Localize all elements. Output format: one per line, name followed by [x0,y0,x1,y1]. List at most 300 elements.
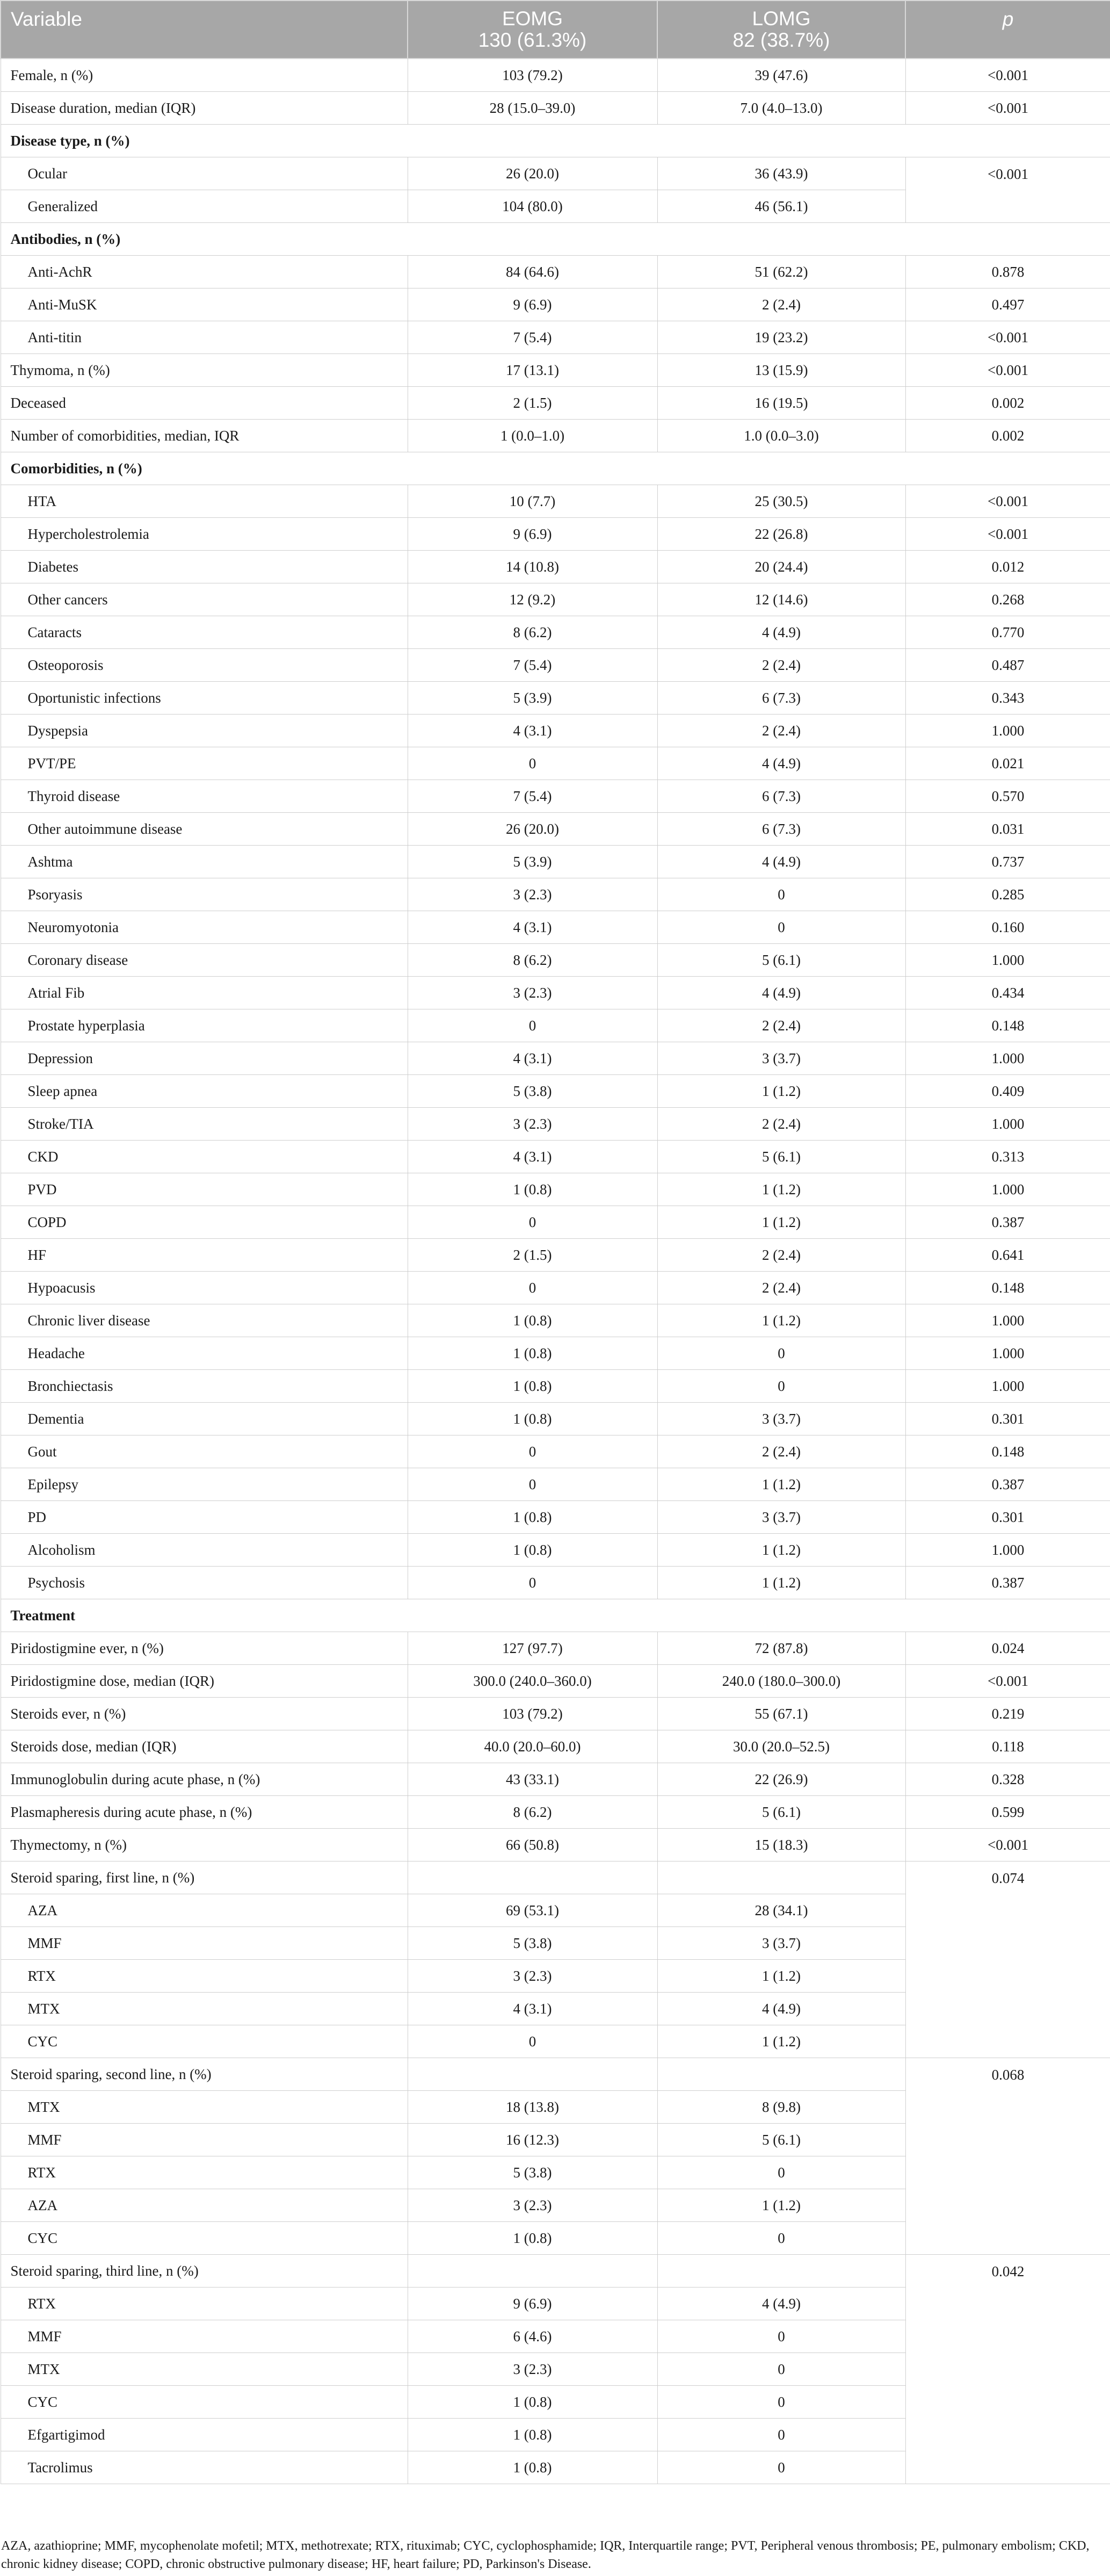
eomg-value: 1 (0.8) [408,1173,657,1206]
eomg-value: 43 (33.1) [408,1763,657,1795]
row-label: MMF [1,1926,408,1959]
lomg-value [657,1861,905,1894]
row-label: Anti-titin [1,321,408,353]
p-value: 0.343 [905,681,1110,714]
eomg-value: 4 (3.1) [408,911,657,943]
header-lomg [657,1,905,59]
lomg-value: 36 (43.9) [657,157,905,190]
lomg-value: 30.0 (20.0–52.5) [657,1730,905,1763]
lomg-value: 6 (7.3) [657,812,905,845]
row-label: CYC [1,2221,408,2254]
eomg-value: 69 (53.1) [408,1894,657,1926]
eomg-value: 84 (64.6) [408,255,657,288]
eomg-value: 1 (0.8) [408,1304,657,1337]
lomg-value: 46 (56.1) [657,190,905,222]
table-row [1,255,1110,288]
eomg-value: 12 (9.2) [408,583,657,616]
row-label: Steroids ever, n (%) [1,1697,408,1730]
eomg-value: 26 (20.0) [408,812,657,845]
eomg-value: 7 (5.4) [408,321,657,353]
p-value: 0.148 [905,1271,1110,1304]
lomg-value: 2 (2.4) [657,648,905,681]
row-label: Hypercholestrolemia [1,517,408,550]
lomg-value: 4 (4.9) [657,2287,905,2320]
eomg-value: 6 (4.6) [408,2320,657,2353]
row-label: Neuromyotonia [1,911,408,943]
eomg-value: 28 (15.0–39.0) [408,91,657,124]
lomg-value: 4 (4.9) [657,747,905,780]
lomg-value: 7.0 (4.0–13.0) [657,91,905,124]
lomg-value: 0 [657,878,905,911]
section-label: Antibodies, n (%) [1,222,1110,255]
eomg-value: 103 (79.2) [408,59,657,91]
row-label: PD [1,1500,408,1533]
lomg-value: 6 (7.3) [657,780,905,812]
header-p-value: p [905,1,1110,59]
table-row [1,1763,1110,1795]
row-label: Oportunistic infections [1,681,408,714]
p-value: 0.737 [905,845,1110,878]
eomg-value: 1 (0.8) [408,2221,657,2254]
lomg-value: 5 (6.1) [657,943,905,976]
table-row [1,1304,1110,1337]
table-row [1,1664,1110,1697]
table-row [1,1632,1110,1664]
section-label: Treatment [1,1599,1110,1632]
lomg-value: 39 (47.6) [657,59,905,91]
row-label: CYC [1,2025,408,2058]
table-row [1,1828,1110,1861]
table-row [1,419,1110,452]
p-value: 1.000 [905,1533,1110,1566]
table-row [1,681,1110,714]
row-label: Immunoglobulin during acute phase, n (%) [1,1763,408,1795]
lomg-value: 22 (26.8) [657,517,905,550]
p-value: 0.641 [905,1238,1110,1271]
p-value: 1.000 [905,1173,1110,1206]
table-row [1,1533,1110,1566]
p-value: 0.387 [905,1206,1110,1238]
lomg-value: 1 (1.2) [657,1959,905,1992]
p-value: 1.000 [905,943,1110,976]
table-row [1,386,1110,419]
row-label: Generalized [1,190,408,222]
table-row [1,812,1110,845]
p-value: 0.409 [905,1074,1110,1107]
table-row [1,1009,1110,1042]
eomg-value: 4 (3.1) [408,1992,657,2025]
row-label: Osteoporosis [1,648,408,681]
table-row [1,288,1110,321]
eomg-value: 300.0 (240.0–360.0) [408,1664,657,1697]
lomg-value: 4 (4.9) [657,976,905,1009]
row-label: Piridostigmine dose, median (IQR) [1,1664,408,1697]
eomg-value: 104 (80.0) [408,190,657,222]
row-label: Atrial Fib [1,976,408,1009]
p-value: 0.599 [905,1795,1110,1828]
p-value: 0.878 [905,255,1110,288]
table-row [1,1697,1110,1730]
row-label: RTX [1,1959,408,1992]
row-label: AZA [1,1894,408,1926]
p-value: 0.002 [905,386,1110,419]
eomg-value: 0 [408,2025,657,2058]
row-label: Anti-AchR [1,255,408,288]
eomg-value: 66 (50.8) [408,1828,657,1861]
row-label: Dementia [1,1402,408,1435]
lomg-value: 2 (2.4) [657,714,905,747]
lomg-value: 51 (62.2) [657,255,905,288]
row-label: Hypoacusis [1,1271,408,1304]
p-value: <0.001 [905,59,1110,91]
eomg-value [408,1861,657,1894]
p-value: <0.001 [905,91,1110,124]
lomg-value: 1 (1.2) [657,1304,905,1337]
row-label: RTX [1,2287,408,2320]
eomg-value: 14 (10.8) [408,550,657,583]
p-value: 0.301 [905,1500,1110,1533]
eomg-value: 3 (2.3) [408,1959,657,1992]
header-lomg-count: 82 (38.7%) [732,29,830,51]
section-row [1,1599,1110,1632]
lomg-value: 0 [657,2221,905,2254]
header-eomg-count: 130 (61.3%) [478,29,587,51]
row-label: Stroke/TIA [1,1107,408,1140]
p-value: 0.031 [905,812,1110,845]
eomg-value: 17 (13.1) [408,353,657,386]
eomg-value: 16 (12.3) [408,2123,657,2156]
lomg-value: 1 (1.2) [657,1173,905,1206]
eomg-value: 1 (0.8) [408,2451,657,2484]
row-label: HTA [1,485,408,517]
table-header [1,1,1110,59]
row-label: PVD [1,1173,408,1206]
lomg-value: 28 (34.1) [657,1894,905,1926]
row-label: Steroid sparing, third line, n (%) [1,2254,408,2287]
eomg-value: 4 (3.1) [408,1042,657,1074]
row-label: Piridostigmine ever, n (%) [1,1632,408,1664]
row-label: Dyspepsia [1,714,408,747]
table-row [1,353,1110,386]
p-value: 1.000 [905,714,1110,747]
p-value: 1.000 [905,1369,1110,1402]
eomg-value: 3 (2.3) [408,878,657,911]
eomg-value: 1 (0.8) [408,1369,657,1402]
p-value: 0.042 [905,2254,1110,2484]
lomg-value: 0 [657,1369,905,1402]
p-value: <0.001 [905,517,1110,550]
lomg-value: 3 (3.7) [657,1042,905,1074]
row-label: Steroids dose, median (IQR) [1,1730,408,1763]
row-label: Tacrolimus [1,2451,408,2484]
row-label: MMF [1,2320,408,2353]
lomg-value: 0 [657,2418,905,2451]
row-label: PVT/PE [1,747,408,780]
row-label: Chronic liver disease [1,1304,408,1337]
table-row [1,1206,1110,1238]
row-label: Coronary disease [1,943,408,976]
lomg-value: 19 (23.2) [657,321,905,353]
table-row [1,1042,1110,1074]
lomg-value: 5 (6.1) [657,2123,905,2156]
eomg-value: 1 (0.8) [408,1337,657,1369]
row-label: Number of comorbidities, median, IQR [1,419,408,452]
p-value: 0.148 [905,1435,1110,1468]
table-row [1,1238,1110,1271]
p-value: 0.434 [905,976,1110,1009]
row-label: Thymectomy, n (%) [1,1828,408,1861]
lomg-value: 1 (1.2) [657,1074,905,1107]
lomg-value: 8 (9.8) [657,2090,905,2123]
table-row [1,747,1110,780]
eomg-value: 3 (2.3) [408,2353,657,2385]
lomg-value: 22 (26.9) [657,1763,905,1795]
lomg-value: 240.0 (180.0–300.0) [657,1664,905,1697]
eomg-value [408,2058,657,2090]
eomg-value: 1 (0.8) [408,1402,657,1435]
eomg-value: 8 (6.2) [408,616,657,648]
table-row [1,911,1110,943]
lomg-value: 1 (1.2) [657,1206,905,1238]
table-row [1,2254,1110,2287]
lomg-value: 4 (4.9) [657,1992,905,2025]
eomg-value: 2 (1.5) [408,1238,657,1271]
lomg-value: 0 [657,2451,905,2484]
table-row [1,2058,1110,2090]
row-label: CKD [1,1140,408,1173]
p-value: <0.001 [905,1828,1110,1861]
section-row [1,124,1110,157]
lomg-value: 2 (2.4) [657,1435,905,1468]
lomg-value: 0 [657,2320,905,2353]
table-row [1,1271,1110,1304]
header-lomg-name: LOMG [752,8,811,30]
eomg-value: 1 (0.8) [408,2418,657,2451]
p-value: 0.570 [905,780,1110,812]
eomg-value: 8 (6.2) [408,1795,657,1828]
p-value: 0.074 [905,1861,1110,2058]
table-row [1,1730,1110,1763]
lomg-value: 0 [657,911,905,943]
row-label: MMF [1,2123,408,2156]
row-label: Female, n (%) [1,59,408,91]
row-label: Efgartigimod [1,2418,408,2451]
eomg-value: 5 (3.8) [408,1926,657,1959]
row-label: Psoryasis [1,878,408,911]
lomg-value: 13 (15.9) [657,353,905,386]
eomg-value: 9 (6.9) [408,2287,657,2320]
eomg-value: 1 (0.8) [408,1533,657,1566]
table-row [1,1140,1110,1173]
eomg-value: 3 (2.3) [408,2189,657,2221]
lomg-value: 0 [657,1337,905,1369]
lomg-value: 4 (4.9) [657,845,905,878]
table-row [1,714,1110,747]
table-row [1,321,1110,353]
eomg-value: 103 (79.2) [408,1697,657,1730]
eomg-value: 7 (5.4) [408,648,657,681]
row-label: Other autoimmune disease [1,812,408,845]
table-row [1,1435,1110,1468]
row-label: Thymoma, n (%) [1,353,408,386]
header-eomg-name: EOMG [502,8,563,30]
eomg-value: 9 (6.9) [408,288,657,321]
table-row [1,1795,1110,1828]
row-label: Other cancers [1,583,408,616]
lomg-value: 2 (2.4) [657,1009,905,1042]
p-value: 1.000 [905,1337,1110,1369]
lomg-value [657,2058,905,2090]
lomg-value: 1.0 (0.0–3.0) [657,419,905,452]
eomg-value: 3 (2.3) [408,976,657,1009]
p-value: 1.000 [905,1107,1110,1140]
row-label: Epilepsy [1,1468,408,1500]
table-row [1,157,1110,190]
p-value: <0.001 [905,1664,1110,1697]
table-footnote: AZA, azathioprine; MMF, mycophenolate mofetil; MTX, methotrexate; RTX, rituximab; CYC, cyclophosphamide; IQR, Interquartile range; PVT, Peripheral venous thrombosis; PE, pulmonary embolism; CKD, chronic kidney disease; COPD, chronic obstructive pulmonary disease; HF, heart failure; PD, Parkinson's Disease. [1,2539,1090,2571]
row-label: Ocular [1,157,408,190]
eomg-value: 0 [408,1566,657,1599]
p-value: <0.001 [905,157,1110,222]
eomg-value: 1 (0.8) [408,1500,657,1533]
eomg-value: 127 (97.7) [408,1632,657,1664]
section-row [1,222,1110,255]
p-value: 0.301 [905,1402,1110,1435]
p-value: 0.148 [905,1009,1110,1042]
row-label: Deceased [1,386,408,419]
row-label: RTX [1,2156,408,2189]
p-value: 0.160 [905,911,1110,943]
lomg-value: 72 (87.8) [657,1632,905,1664]
lomg-value: 0 [657,2353,905,2385]
table-row [1,517,1110,550]
lomg-value: 6 (7.3) [657,681,905,714]
header-variable: Variable [1,1,408,59]
row-label: MTX [1,1992,408,2025]
eomg-value: 18 (13.8) [408,2090,657,2123]
row-label: Alcoholism [1,1533,408,1566]
eomg-value: 0 [408,1468,657,1500]
lomg-value: 3 (3.7) [657,1500,905,1533]
row-label: Sleep apnea [1,1074,408,1107]
row-label: Bronchiectasis [1,1369,408,1402]
table-row [1,878,1110,911]
table-row [1,648,1110,681]
p-value: <0.001 [905,321,1110,353]
lomg-value: 0 [657,2385,905,2418]
lomg-value: 4 (4.9) [657,616,905,648]
row-label: Depression [1,1042,408,1074]
header-row [1,1,1110,59]
lomg-value: 55 (67.1) [657,1697,905,1730]
eomg-value: 4 (3.1) [408,714,657,747]
row-label: MTX [1,2090,408,2123]
eomg-value: 5 (3.9) [408,681,657,714]
lomg-value: 15 (18.3) [657,1828,905,1861]
lomg-value: 1 (1.2) [657,2189,905,2221]
section-label: Comorbidities, n (%) [1,452,1110,485]
row-label: HF [1,1238,408,1271]
p-value: <0.001 [905,485,1110,517]
eomg-value: 9 (6.9) [408,517,657,550]
row-label: Psychosis [1,1566,408,1599]
table-row [1,1468,1110,1500]
lomg-value: 20 (24.4) [657,550,905,583]
table-row [1,1107,1110,1140]
row-label: Steroid sparing, second line, n (%) [1,2058,408,2090]
p-value: 0.268 [905,583,1110,616]
row-label: Prostate hyperplasia [1,1009,408,1042]
lomg-value: 1 (1.2) [657,1533,905,1566]
row-label: Cataracts [1,616,408,648]
row-label: CYC [1,2385,408,2418]
table-row [1,485,1110,517]
eomg-value: 2 (1.5) [408,386,657,419]
eomg-value: 1 (0.0–1.0) [408,419,657,452]
p-value: 0.313 [905,1140,1110,1173]
eomg-value: 0 [408,1271,657,1304]
p-value: 0.497 [905,288,1110,321]
table-row [1,550,1110,583]
row-label: Plasmapheresis during acute phase, n (%) [1,1795,408,1828]
eomg-value: 7 (5.4) [408,780,657,812]
row-label: Anti-MuSK [1,288,408,321]
lomg-value: 0 [657,2156,905,2189]
table-row [1,943,1110,976]
p-value: 0.328 [905,1763,1110,1795]
table-row [1,780,1110,812]
table-row [1,1861,1110,1894]
p-value: 0.387 [905,1468,1110,1500]
eomg-value: 0 [408,1009,657,1042]
table-row [1,1173,1110,1206]
p-value: 1.000 [905,1304,1110,1337]
p-value: 0.770 [905,616,1110,648]
p-value: 0.012 [905,550,1110,583]
p-value: 0.285 [905,878,1110,911]
p-value: 0.387 [905,1566,1110,1599]
table-row [1,583,1110,616]
table-row [1,616,1110,648]
p-value: 0.219 [905,1697,1110,1730]
eomg-value: 8 (6.2) [408,943,657,976]
lomg-value: 2 (2.4) [657,1271,905,1304]
row-label: Steroid sparing, first line, n (%) [1,1861,408,1894]
table-row [1,91,1110,124]
row-label: Disease duration, median (IQR) [1,91,408,124]
row-label: MTX [1,2353,408,2385]
table-row [1,845,1110,878]
table-row [1,1500,1110,1533]
eomg-value: 3 (2.3) [408,1107,657,1140]
lomg-value: 16 (19.5) [657,386,905,419]
lomg-value: 1 (1.2) [657,2025,905,2058]
eomg-value [408,2254,657,2287]
section-row [1,452,1110,485]
p-value: 0.068 [905,2058,1110,2254]
eomg-value: 0 [408,1435,657,1468]
lomg-value: 12 (14.6) [657,583,905,616]
eomg-value: 40.0 (20.0–60.0) [408,1730,657,1763]
table-row [1,1369,1110,1402]
p-value: 0.021 [905,747,1110,780]
table-body [1,59,1110,2484]
eomg-value: 10 (7.7) [408,485,657,517]
eomg-value: 0 [408,1206,657,1238]
p-value: 0.487 [905,648,1110,681]
p-value: 0.024 [905,1632,1110,1664]
row-label: AZA [1,2189,408,2221]
